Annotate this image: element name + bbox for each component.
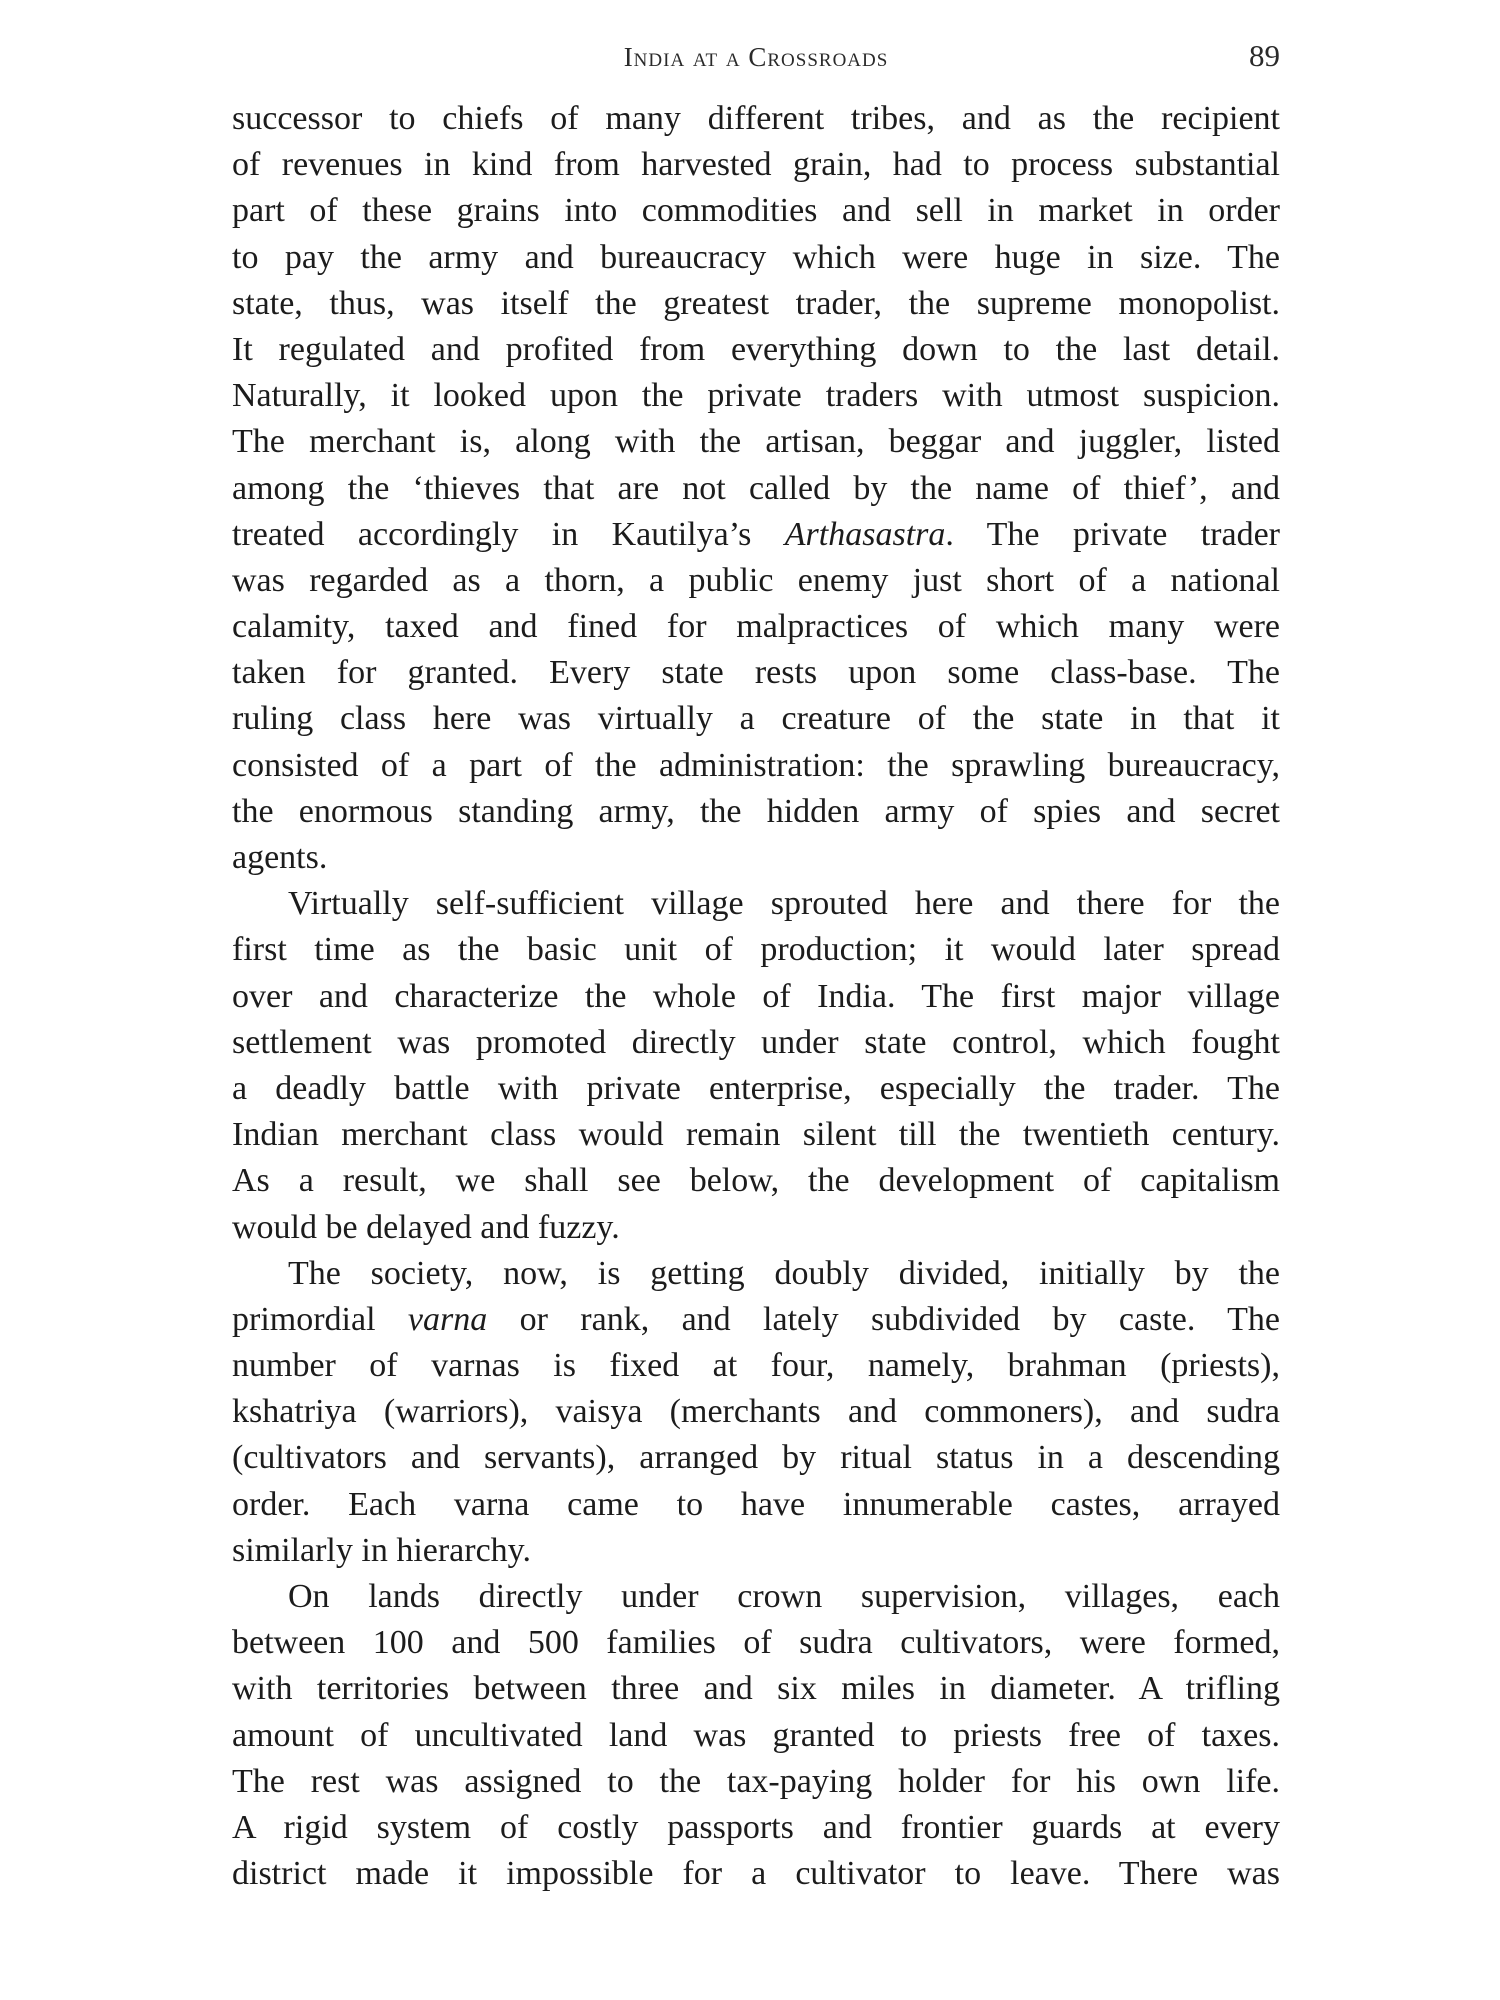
text-line: Indian merchant class would remain silent till the twentieth century. bbox=[232, 1116, 1280, 1154]
text-line: Virtually self-sufficient village sprouted here and there for the bbox=[288, 885, 1280, 923]
text-line: successor to chiefs of many different tribes, and as the recipient bbox=[232, 100, 1280, 137]
text-line: On lands directly under crown supervision, villages, each bbox=[288, 1578, 1280, 1615]
text-line: among the ‘thieves that are not called by the name of thief’, and bbox=[232, 469, 1280, 507]
text-line: consisted of a part of the administration: the sprawling bureaucracy, bbox=[232, 746, 1280, 784]
text-line: part of these grains into commodities and sell in market in order bbox=[232, 192, 1280, 230]
text-line: It regulated and profited from everything down to the last detail. bbox=[232, 330, 1280, 368]
text-line: was regarded as a thorn, a public enemy just short of a national bbox=[232, 561, 1280, 599]
italic-term-varna: varna bbox=[407, 1300, 488, 1338]
text-line: district made it impossible for a cultivator to leave. There was bbox=[232, 1855, 1280, 1893]
paragraph-3 bbox=[232, 1251, 1280, 1574]
text-line: calamity, taxed and fined for malpractices of which many were bbox=[232, 608, 1280, 646]
running-head bbox=[232, 34, 1280, 82]
text-line: to pay the army and bureaucracy which were huge in size. The bbox=[232, 238, 1280, 276]
text-line: first time as the basic unit of production; it would later spread bbox=[232, 931, 1280, 969]
text-line: The merchant is, along with the artisan, beggar and juggler, listed bbox=[232, 423, 1280, 461]
text-line: number of varnas is fixed at four, namely, brahman (priests), bbox=[232, 1347, 1280, 1385]
text-line: taken for granted. Every state rests upon some class-base. The bbox=[232, 654, 1280, 692]
text-line: (cultivators and servants), arranged by ritual status in a descending bbox=[232, 1439, 1280, 1477]
text-line: with territories between three and six miles in diameter. A trifling bbox=[232, 1670, 1280, 1708]
paragraph-1 bbox=[232, 96, 1280, 881]
italic-title-arthasastra: Arthasastra bbox=[784, 515, 946, 553]
text-line: A rigid system of costly passports and frontier guards at every bbox=[232, 1808, 1280, 1846]
text-line: similarly in hierarchy. bbox=[232, 1531, 531, 1569]
text-line: Naturally, it looked upon the private traders with utmost suspicion. bbox=[232, 377, 1280, 415]
running-title: India at a Crossroads bbox=[623, 42, 889, 72]
text-line: between 100 and 500 families of sudra cultivators, were formed, bbox=[232, 1624, 1280, 1662]
page-number: 89 bbox=[1249, 38, 1280, 73]
text-line: the enormous standing army, the hidden army of spies and secret bbox=[232, 792, 1280, 830]
text-line: state, thus, was itself the greatest trader, the supreme monopolist. bbox=[232, 284, 1280, 322]
text-line: ruling class here was virtually a creature of the state in that it bbox=[232, 700, 1280, 738]
paragraph-2 bbox=[232, 881, 1280, 1251]
text-run: . The private trader bbox=[945, 515, 1280, 553]
text-run: treated accordingly in Kautilya’s bbox=[232, 515, 785, 553]
text-line: The rest was assigned to the tax-paying holder for his own life. bbox=[232, 1762, 1280, 1800]
text-run: primordial bbox=[232, 1300, 408, 1338]
text-line: As a result, we shall see below, the development of capitalism bbox=[232, 1162, 1280, 1200]
body-text bbox=[232, 96, 1280, 1897]
text-line: agents. bbox=[232, 839, 328, 876]
text-line bbox=[232, 512, 1280, 558]
text-line: order. Each varna came to have innumerable castes, arrayed bbox=[232, 1485, 1280, 1523]
paragraph-4 bbox=[232, 1574, 1280, 1897]
text-line bbox=[232, 1297, 1280, 1343]
text-line: would be delayed and fuzzy. bbox=[232, 1208, 620, 1246]
text-line: of revenues in kind from harvested grain, had to process substantial bbox=[232, 146, 1280, 184]
text-run: or rank, and lately subdivided by caste. The bbox=[487, 1300, 1280, 1338]
text-line: over and characterize the whole of India. The first major village bbox=[232, 977, 1280, 1015]
text-line: amount of uncultivated land was granted to priests free of taxes. bbox=[232, 1716, 1280, 1754]
text-line: The society, now, is getting doubly divided, initially by the bbox=[288, 1254, 1280, 1292]
text-line: a deadly battle with private enterprise, especially the trader. The bbox=[232, 1069, 1280, 1107]
text-line: kshatriya (warriors), vaisya (merchants and commoners), and sudra bbox=[232, 1393, 1280, 1431]
text-line: settlement was promoted directly under state control, which fought bbox=[232, 1023, 1280, 1061]
